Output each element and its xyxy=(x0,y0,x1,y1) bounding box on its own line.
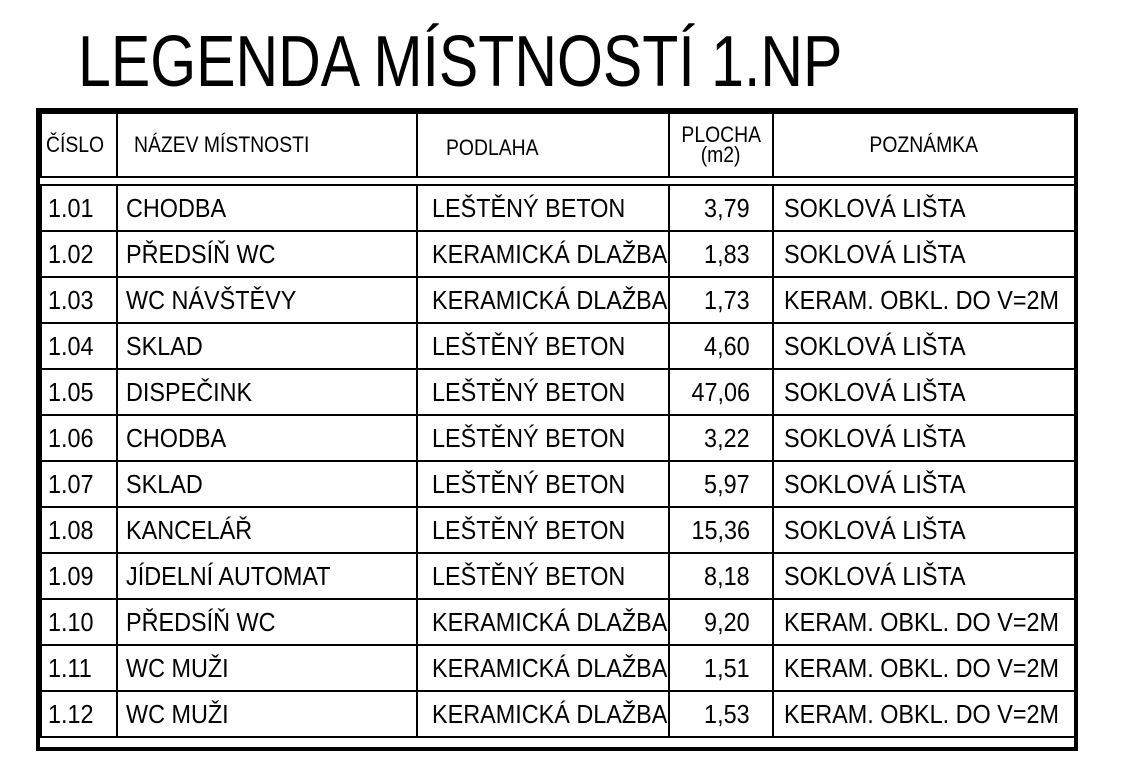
room-legend-table xyxy=(40,112,1076,738)
cell-cislo-text: 1.10 xyxy=(48,606,94,637)
cell-cislo-text: 1.04 xyxy=(48,330,94,361)
cell-poznamka-text: SOKLOVÁ LIŠTA xyxy=(784,238,966,269)
header-separator xyxy=(41,177,1075,185)
cell-podlaha-text: LEŠTĚNÝ BETON xyxy=(432,422,626,453)
cell-cislo xyxy=(41,323,117,369)
cell-podlaha-text: LEŠTĚNÝ BETON xyxy=(432,514,626,545)
cell-plocha-text: 3,22 xyxy=(704,422,750,453)
cell-poznamka-text: SOKLOVÁ LIŠTA xyxy=(784,330,966,361)
cell-podlaha xyxy=(417,645,669,691)
cell-poznamka xyxy=(773,415,1075,461)
cell-podlaha xyxy=(417,415,669,461)
cell-poznamka xyxy=(773,507,1075,553)
cell-plocha-text: 1,53 xyxy=(704,698,750,729)
cell-cislo-text: 1.11 xyxy=(48,652,92,683)
cell-podlaha-text: LEŠTĚNÝ BETON xyxy=(432,560,626,591)
header-poznamka: POZNÁMKA xyxy=(773,113,1075,177)
cell-plocha xyxy=(669,369,773,415)
cell-poznamka xyxy=(773,599,1075,645)
cell-poznamka-text: KERAM. OBKL. DO V=2M xyxy=(784,606,1060,637)
cell-poznamka-text: SOKLOVÁ LIŠTA xyxy=(784,514,966,545)
cell-podlaha xyxy=(417,599,669,645)
header-cislo: ČÍSLO xyxy=(41,113,117,177)
cell-cislo xyxy=(41,277,117,323)
cell-plocha-text: 15,36 xyxy=(691,514,750,545)
cell-podlaha xyxy=(417,231,669,277)
table-row xyxy=(41,645,1075,691)
table-row xyxy=(41,185,1075,231)
cell-poznamka-text: SOKLOVÁ LIŠTA xyxy=(784,376,966,407)
cell-nazev xyxy=(117,323,417,369)
cell-cislo xyxy=(41,185,117,231)
cell-nazev xyxy=(117,507,417,553)
cell-plocha-text: 4,60 xyxy=(704,330,750,361)
cell-cislo-text: 1.05 xyxy=(48,376,94,407)
cell-nazev xyxy=(117,553,417,599)
cell-plocha xyxy=(669,507,773,553)
cell-cislo-text: 1.01 xyxy=(48,192,94,223)
cell-podlaha-text: KERAMICKÁ DLAŽBA xyxy=(432,238,668,269)
cell-poznamka-text: SOKLOVÁ LIŠTA xyxy=(784,422,966,453)
cell-plocha xyxy=(669,277,773,323)
cell-nazev-text: WC MUŽI xyxy=(126,652,229,683)
cell-plocha xyxy=(669,231,773,277)
table-row xyxy=(41,231,1075,277)
cell-plocha xyxy=(669,185,773,231)
cell-nazev xyxy=(117,461,417,507)
table-row xyxy=(41,599,1075,645)
cell-cislo-text: 1.08 xyxy=(48,514,94,545)
cell-cislo-text: 1.03 xyxy=(48,284,94,315)
cell-podlaha xyxy=(417,461,669,507)
cell-poznamka xyxy=(773,553,1075,599)
cell-cislo xyxy=(41,645,117,691)
cell-plocha-text: 47,06 xyxy=(691,376,750,407)
cell-podlaha xyxy=(417,507,669,553)
cell-poznamka xyxy=(773,645,1075,691)
cell-poznamka xyxy=(773,323,1075,369)
cell-podlaha xyxy=(417,277,669,323)
cell-poznamka xyxy=(773,369,1075,415)
header-plocha: PLOCHA (m2) xyxy=(669,113,773,177)
cell-nazev-text: CHODBA xyxy=(126,192,227,223)
cell-podlaha xyxy=(417,553,669,599)
page-title: LEGENDA MÍSTNOSTÍ 1.NP xyxy=(78,22,843,102)
cell-cislo xyxy=(41,461,117,507)
cell-podlaha-text: LEŠTĚNÝ BETON xyxy=(432,192,626,223)
cell-poznamka xyxy=(773,231,1075,277)
table-row xyxy=(41,507,1075,553)
cell-nazev-text: KANCELÁŘ xyxy=(126,514,253,545)
cell-poznamka-text: SOKLOVÁ LIŠTA xyxy=(784,192,966,223)
cell-plocha-text: 1,83 xyxy=(704,238,750,269)
cell-nazev xyxy=(117,691,417,737)
cell-podlaha-text: KERAMICKÁ DLAŽBA xyxy=(432,606,668,637)
table-row xyxy=(41,277,1075,323)
cell-plocha-text: 8,18 xyxy=(704,560,750,591)
cell-nazev xyxy=(117,599,417,645)
cell-podlaha-text: KERAMICKÁ DLAŽBA xyxy=(432,698,668,729)
cell-plocha-text: 3,79 xyxy=(704,192,750,223)
cell-cislo-text: 1.09 xyxy=(48,560,94,591)
cell-cislo xyxy=(41,231,117,277)
cell-podlaha xyxy=(417,369,669,415)
cell-cislo xyxy=(41,507,117,553)
cell-podlaha-text: KERAMICKÁ DLAŽBA xyxy=(432,284,668,315)
cell-poznamka-text: KERAM. OBKL. DO V=2M xyxy=(784,284,1060,315)
cell-nazev xyxy=(117,369,417,415)
header-podlaha: PODLAHA xyxy=(417,113,669,177)
cell-podlaha xyxy=(417,185,669,231)
table-row xyxy=(41,691,1075,737)
table-row xyxy=(41,461,1075,507)
cell-plocha xyxy=(669,645,773,691)
cell-cislo xyxy=(41,599,117,645)
cell-poznamka-text: KERAM. OBKL. DO V=2M xyxy=(784,698,1060,729)
cell-nazev-text: CHODBA xyxy=(126,422,227,453)
cell-cislo xyxy=(41,369,117,415)
cell-plocha-text: 5,97 xyxy=(704,468,750,499)
room-legend-table-frame xyxy=(36,108,1078,751)
table-row xyxy=(41,415,1075,461)
cell-nazev xyxy=(117,277,417,323)
cell-plocha-text: 1,51 xyxy=(704,652,750,683)
cell-cislo xyxy=(41,553,117,599)
cell-cislo-text: 1.07 xyxy=(48,468,94,499)
cell-podlaha xyxy=(417,323,669,369)
cell-cislo xyxy=(41,691,117,737)
cell-poznamka-text: KERAM. OBKL. DO V=2M xyxy=(784,652,1060,683)
cell-nazev xyxy=(117,415,417,461)
table-row xyxy=(41,323,1075,369)
table-body xyxy=(41,185,1075,737)
header-nazev: NÁZEV MÍSTNOSTI xyxy=(117,113,417,177)
cell-poznamka xyxy=(773,461,1075,507)
cell-cislo xyxy=(41,415,117,461)
cell-nazev-text: DISPEČINK xyxy=(126,376,253,407)
cell-podlaha-text: LEŠTĚNÝ BETON xyxy=(432,376,626,407)
cell-podlaha-text: KERAMICKÁ DLAŽBA xyxy=(432,652,668,683)
cell-poznamka xyxy=(773,185,1075,231)
cell-plocha xyxy=(669,553,773,599)
cell-nazev-text: WC NÁVŠTĚVY xyxy=(126,284,297,315)
cell-poznamka xyxy=(773,691,1075,737)
cell-plocha xyxy=(669,691,773,737)
table-row xyxy=(41,369,1075,415)
cell-cislo-text: 1.06 xyxy=(48,422,94,453)
cell-nazev-text: SKLAD xyxy=(126,330,203,361)
cell-cislo-text: 1.12 xyxy=(48,698,94,729)
cell-podlaha xyxy=(417,691,669,737)
cell-plocha xyxy=(669,599,773,645)
cell-nazev xyxy=(117,185,417,231)
cell-nazev-text: PŘEDSÍŇ WC xyxy=(126,238,276,269)
cell-nazev-text: SKLAD xyxy=(126,468,203,499)
cell-nazev xyxy=(117,231,417,277)
cell-podlaha-text: LEŠTĚNÝ BETON xyxy=(432,330,626,361)
cell-poznamka-text: SOKLOVÁ LIŠTA xyxy=(784,560,966,591)
cell-cislo-text: 1.02 xyxy=(48,238,94,269)
cell-plocha-text: 1,73 xyxy=(704,284,750,315)
cell-nazev-text: JÍDELNÍ AUTOMAT xyxy=(126,560,331,591)
cell-plocha xyxy=(669,461,773,507)
cell-nazev xyxy=(117,645,417,691)
cell-podlaha-text: LEŠTĚNÝ BETON xyxy=(432,468,626,499)
cell-plocha-text: 9,20 xyxy=(704,606,750,637)
cell-nazev-text: PŘEDSÍŇ WC xyxy=(126,606,276,637)
cell-nazev-text: WC MUŽI xyxy=(126,698,229,729)
cell-poznamka-text: SOKLOVÁ LIŠTA xyxy=(784,468,966,499)
header-row xyxy=(41,113,1075,177)
table-row xyxy=(41,553,1075,599)
cell-poznamka xyxy=(773,277,1075,323)
cell-plocha xyxy=(669,415,773,461)
cell-plocha xyxy=(669,323,773,369)
